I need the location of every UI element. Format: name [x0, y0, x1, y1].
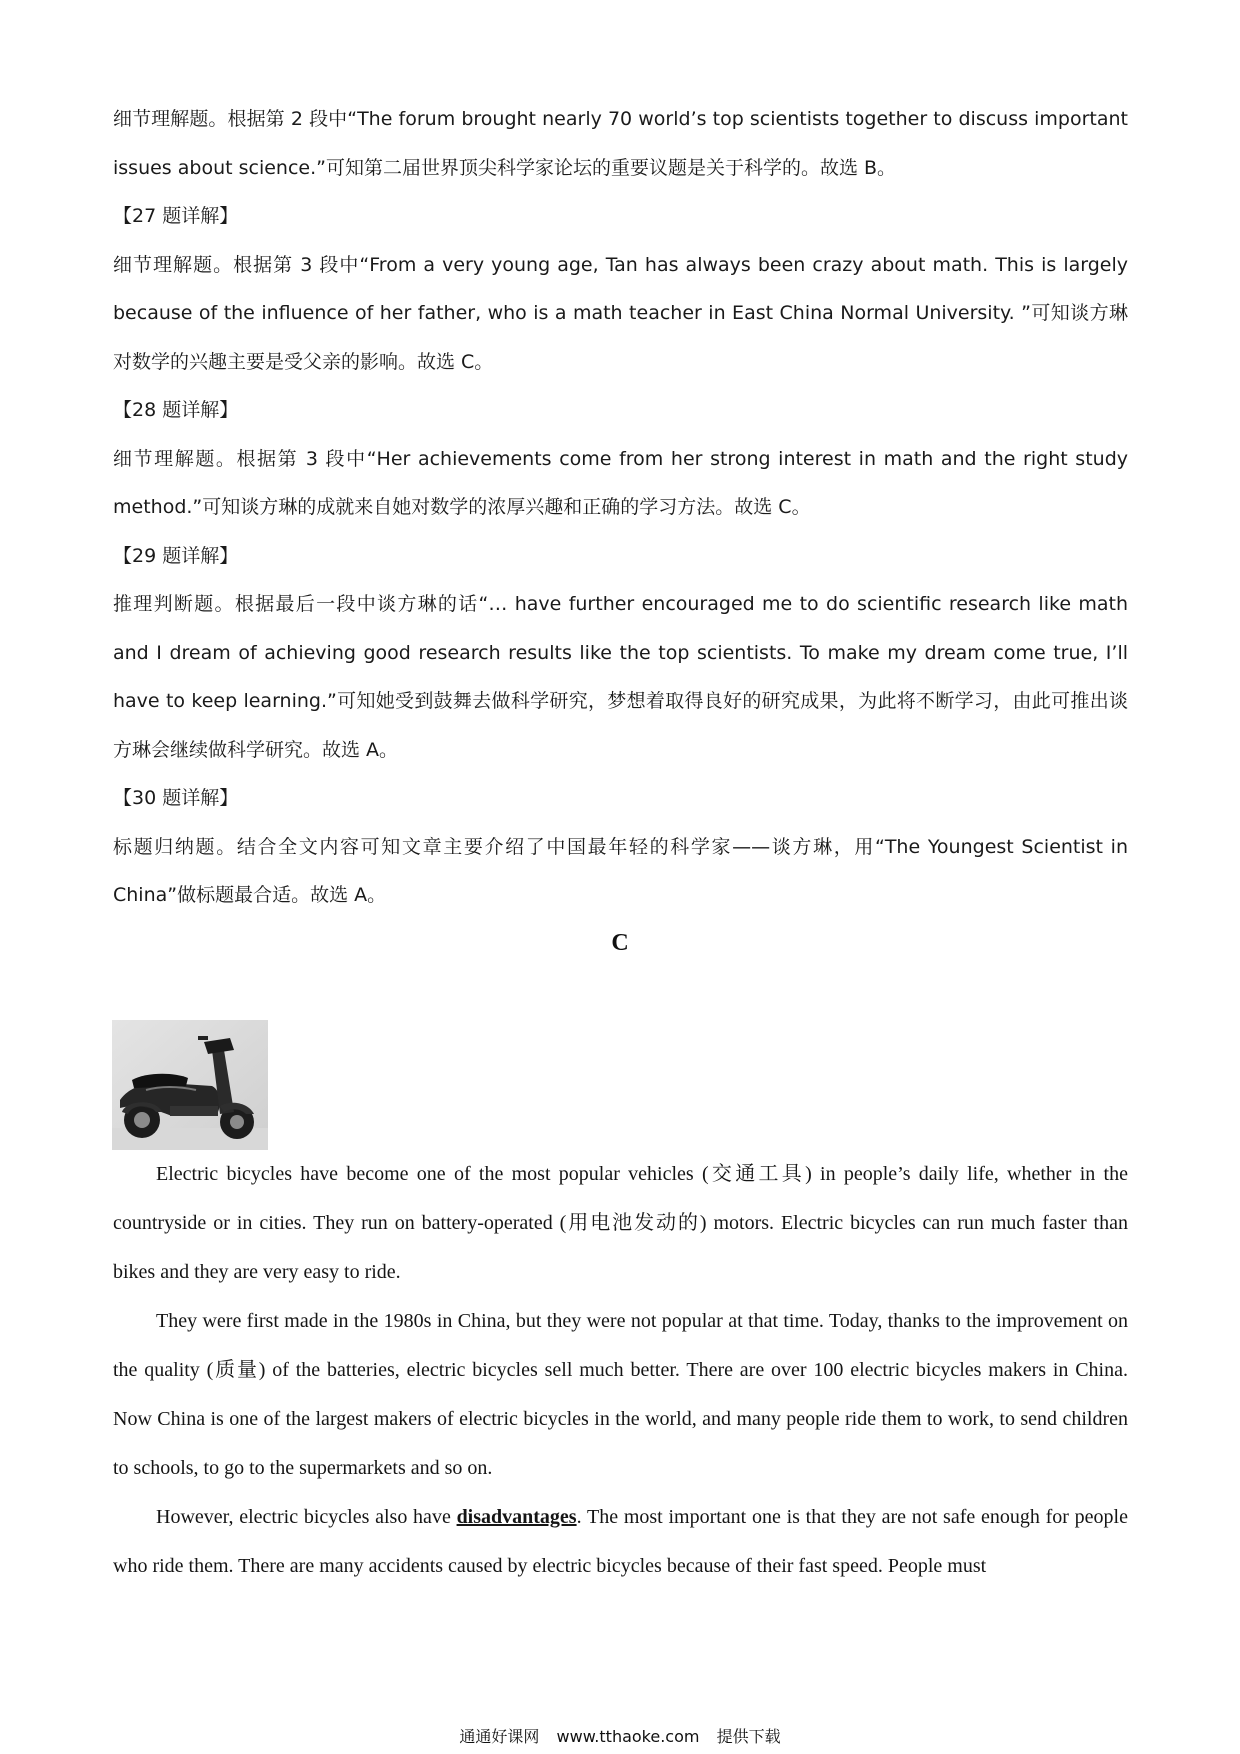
q29-heading: 【29 题详解】 — [113, 544, 239, 567]
q30-heading: 【30 题详解】 — [113, 787, 239, 809]
q29-explanation: 推理判断题。根据最后一段中谈方琳的话“… have further encouraged me to do scientific research like math and I dream of achieving good research results like the top scientists. To make my dream come true, I’ll have to keep learning.”可知她受到鼓舞去做科学研究，梦想着取得良好的研究成果，为此将不断学习，由此可推出谈方琳会继续做科学研究。故选 A。 — [113, 593, 1128, 761]
q28-explanation: 细节理解题。根据第 3 段中“Her achievements come from her strong interest in math and the right study method.”可知谈方琳的成就来自她对数学的浓厚兴趣和正确的学习方法。故选 C。 — [113, 447, 1128, 518]
passage-paragraph-2: They were first made in the 1980s in China, but they were not popular at that time. Today, thanks to the improvement on the quality (质量) of the batteries, electric bicycles sell much better. There are over 100 electric bicycles makers in China. Now China is one of the largest makers of electric bicycles in the world, and many people ride them to work, to send children to schools, to go to the supermarkets and so on. — [113, 1310, 1128, 1479]
paragraph-3-end: . The most important one is that they are not safe enough for people who ride them. There are many accidents caused by electric bicycles because of their fast speed. People must — [113, 1506, 1128, 1577]
q26-explanation: 细节理解题。根据第 2 段中“The forum brought nearly 70 world’s top scientists together to discuss important issues about science.”可知第二届世界顶尖科学家论坛的重要议题是关于科学的。故选 B。 — [113, 108, 1128, 179]
passage-paragraph-3 — [113, 1493, 1128, 1591]
underlined-keyword: disadvantages — [456, 1506, 577, 1528]
passage-paragraph-1: Electric bicycles have become one of the most popular vehicles (交通工具) in people’s daily life, whether in the countryside or in cities. They run on battery-operated (用电池发动的) motors. Electric bicycles can run much faster than bikes and they are very easy to ride. — [113, 1163, 1128, 1283]
q30-explanation: 标题归纳题。结合全文内容可知文章主要介绍了中国最年轻的科学家——谈方琳，用“The Youngest Scientist in China”做标题最合适。故选 A。 — [113, 835, 1128, 906]
passage-c — [113, 1150, 1128, 1591]
section-letter: C — [611, 930, 629, 956]
footer-url[interactable]: www.tthaoke.com — [556, 1727, 700, 1746]
q27-heading: 【27 题详解】 — [113, 205, 239, 227]
answer-explanations — [113, 95, 1128, 920]
electric-scooter-photo — [112, 1020, 268, 1150]
footer-site-name: 通通好课网 — [459, 1727, 540, 1746]
page-footer — [0, 1724, 1240, 1747]
paragraph-3-start: However, electric bicycles also have — [156, 1506, 457, 1528]
footer-note: 提供下载 — [716, 1727, 781, 1746]
q27-explanation: 细节理解题。根据第 3 段中“From a very young age, Tan has always been crazy about math. This is largely because of the influence of her father, who is a math teacher in East China Normal University. ”可知谈方琳对数学的兴趣主要是受父亲的影响。故选 C。 — [113, 253, 1128, 373]
q28-heading: 【28 题详解】 — [113, 399, 239, 421]
